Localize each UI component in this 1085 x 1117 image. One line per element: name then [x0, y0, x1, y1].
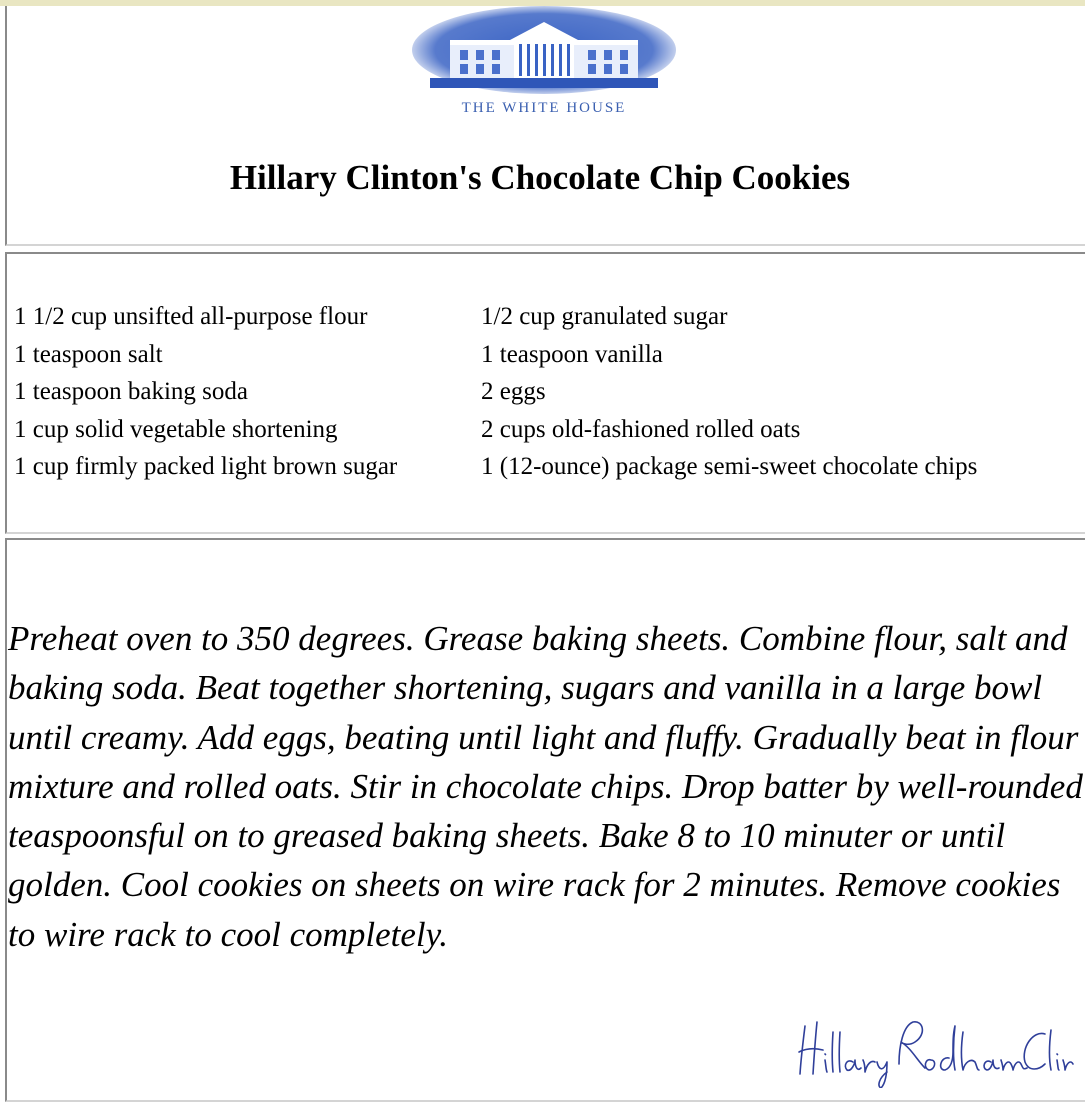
ingredient-item: 1 teaspoon baking soda	[14, 378, 248, 405]
white-house-seal	[410, 4, 678, 96]
ingredient-item: 1 cup solid vegetable shortening	[14, 415, 338, 443]
ingredient-item: 1 teaspoon vanilla	[481, 340, 663, 368]
recipe-title: Hillary Clinton's Chocolate Chip Cookies	[229, 158, 851, 197]
signature	[795, 1012, 1075, 1088]
ingredient-item: 2 cups old-fashioned rolled oats	[481, 415, 801, 443]
ingredient-item: 1 1/2 cup unsifted all-purpose flour	[14, 303, 368, 330]
ingredient-item: 1/2 cup granulated sugar	[481, 303, 728, 330]
ingredient-item: 1 cup firmly packed light brown sugar	[14, 453, 398, 480]
ingredients-right-column	[481, 298, 1041, 486]
ingredient-item: 2 eggs	[481, 378, 546, 405]
seal-caption: THE WHITE HOUSE	[461, 100, 627, 116]
ingredient-item: 1 (12-ounce) package semi-sweet chocolate chips	[481, 453, 978, 480]
ingredients-left-column	[14, 298, 454, 486]
method-text: Preheat oven to 350 degrees. Grease baking sheets. Combine flour, salt and baking soda. Beat together shortening, sugars and vanilla in a large bowl until creamy. Add eggs, beating until light and fluffy. Gradually beat in flour mixture and rolled oats. Stir in chocolate chips. Drop batter by well-rounded teaspoonsful on to greased baking sheets. Bake 8 to 10 minuter or until golden. Cool cookies on sheets on wire rack for 2 minutes. Remove cookies to wire rack to cool completely.	[8, 619, 1083, 954]
ingredient-item: 1 teaspoon salt	[14, 340, 163, 368]
